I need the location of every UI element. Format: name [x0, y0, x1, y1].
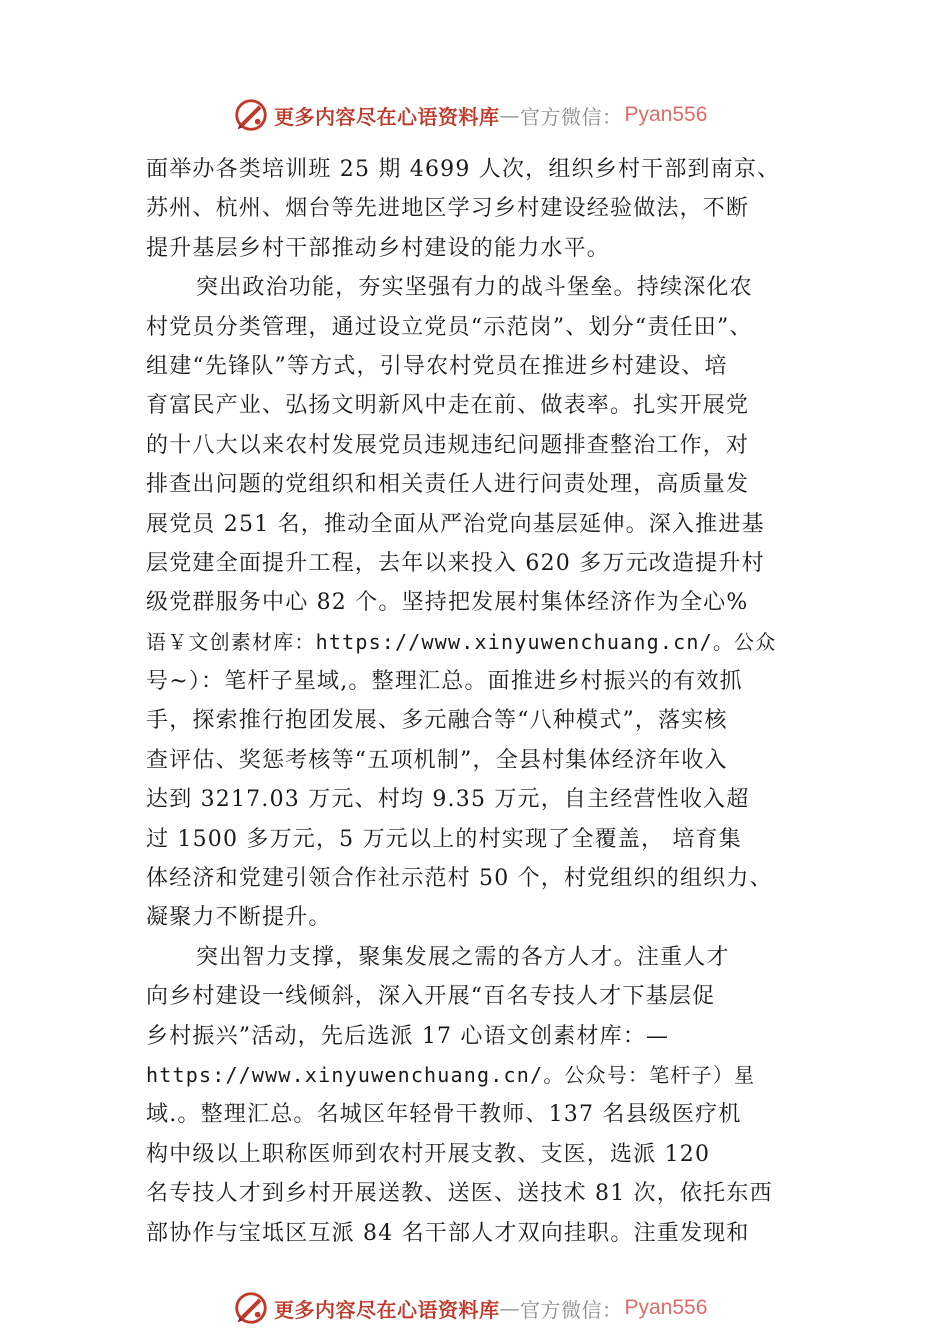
footer-wechat-id: Pyan556	[624, 1296, 708, 1319]
pen-logo-icon	[232, 1289, 270, 1327]
text-line: 组建“先锋队”等方式，引导农村党员在推进乡村建设、培	[146, 353, 728, 379]
text-line: 提升基层乡村干部推动乡村建设的能力水平。	[146, 235, 611, 261]
text-line: 突出政治功能，夯实坚强有力的战斗堡垒。持续深化农	[196, 275, 753, 301]
text-line: 苏州、杭州、烟台等先进地区学习乡村建设经验做法，不断	[146, 196, 750, 222]
pen-logo-icon	[232, 96, 270, 134]
text-line: 达到 3217.03 万元、村均 9.35 万元，自主经营性收入超	[146, 787, 750, 813]
body-text	[146, 150, 826, 1253]
page-header	[232, 95, 707, 135]
header-wechat-label: 官方微信：	[520, 104, 623, 129]
text-line: 排查出问题的党组织和相关责任人进行问责处理，高质量发	[146, 472, 750, 498]
text-line: 育富民产业、弘扬文明新风中走在前、做表率。扎实开展党	[146, 393, 750, 419]
text-line: 体经济和党建引领合作社示范村 50 个，村党组织的组织力、	[146, 866, 773, 892]
text-line: 乡村振兴”活动，先后选派 17 心语文创素材库：—	[146, 1023, 670, 1049]
text-line: 手，探索推行抱团发展、多元融合等“八种模式”，落实核	[146, 708, 728, 734]
text-line: 层党建全面提升工程，去年以来投入 620 多万元改造提升村	[146, 550, 765, 576]
text-line: 的十八大以来农村发展党员违规违纪问题排查整治工作，对	[146, 432, 750, 458]
text-line: 域.。整理汇总。名城区年轻骨干教师、137 名县级医疗机	[146, 1102, 742, 1128]
header-wechat-id: Pyan556	[624, 103, 708, 126]
header-dash: —	[499, 103, 520, 127]
text-line: 面举办各类培训班 25 期 4699 人次，组织乡村干部到南京、	[146, 157, 781, 182]
text-line: 部协作与宝坻区互派 84 名干部人才双向挂职。注重发现和	[146, 1220, 750, 1246]
text-line: 过 1500 多万元，5 万元以上的村实现了全覆盖， 培育集	[146, 826, 742, 852]
text-line: 突出智力支撑，聚集发展之需的各方人才。注重人才	[196, 944, 730, 970]
text-line: 构中级以上职称医师到农村开展支教、支医，选派 120	[146, 1141, 711, 1167]
text-line: 向乡村建设一线倾斜，深入开展“百名专技人才下基层促	[146, 984, 716, 1010]
footer-dash: —	[499, 1296, 520, 1320]
text-line: 查评估、奖惩考核等“五项机制”，全县村集体经济年收入	[146, 747, 728, 773]
page-footer	[232, 1288, 707, 1328]
text-line: 村党员分类管理，通过设立党员“示范岗”、划分“责任田”、	[146, 314, 753, 340]
text-line: 级党群服务中心 82 个。坚持把发展村集体经济作为全心%	[146, 590, 749, 616]
text-line: 语￥文创素材库：https://www.xinyuwenchuang.cn/。公众	[146, 629, 777, 654]
header-brand: 更多内容尽在心语资料库	[274, 104, 500, 129]
text-line: 名专技人才到乡村开展送教、送医、送技术 81 次，依托东西	[146, 1181, 773, 1207]
text-line: https://www.xinyuwenchuang.cn/。公众号：笔杆子）星	[146, 1062, 756, 1087]
text-line: 号~）：笔杆子星域,。整理汇总。面推进乡村振兴的有效抓	[146, 669, 743, 695]
text-line: 展党员 251 名，推动全面从严治党向基层延伸。深入推进基	[146, 511, 765, 537]
text-line: 凝聚力不断提升。	[146, 905, 332, 931]
footer-brand: 更多内容尽在心语资料库	[274, 1297, 500, 1322]
footer-wechat-label: 官方微信：	[520, 1297, 623, 1322]
